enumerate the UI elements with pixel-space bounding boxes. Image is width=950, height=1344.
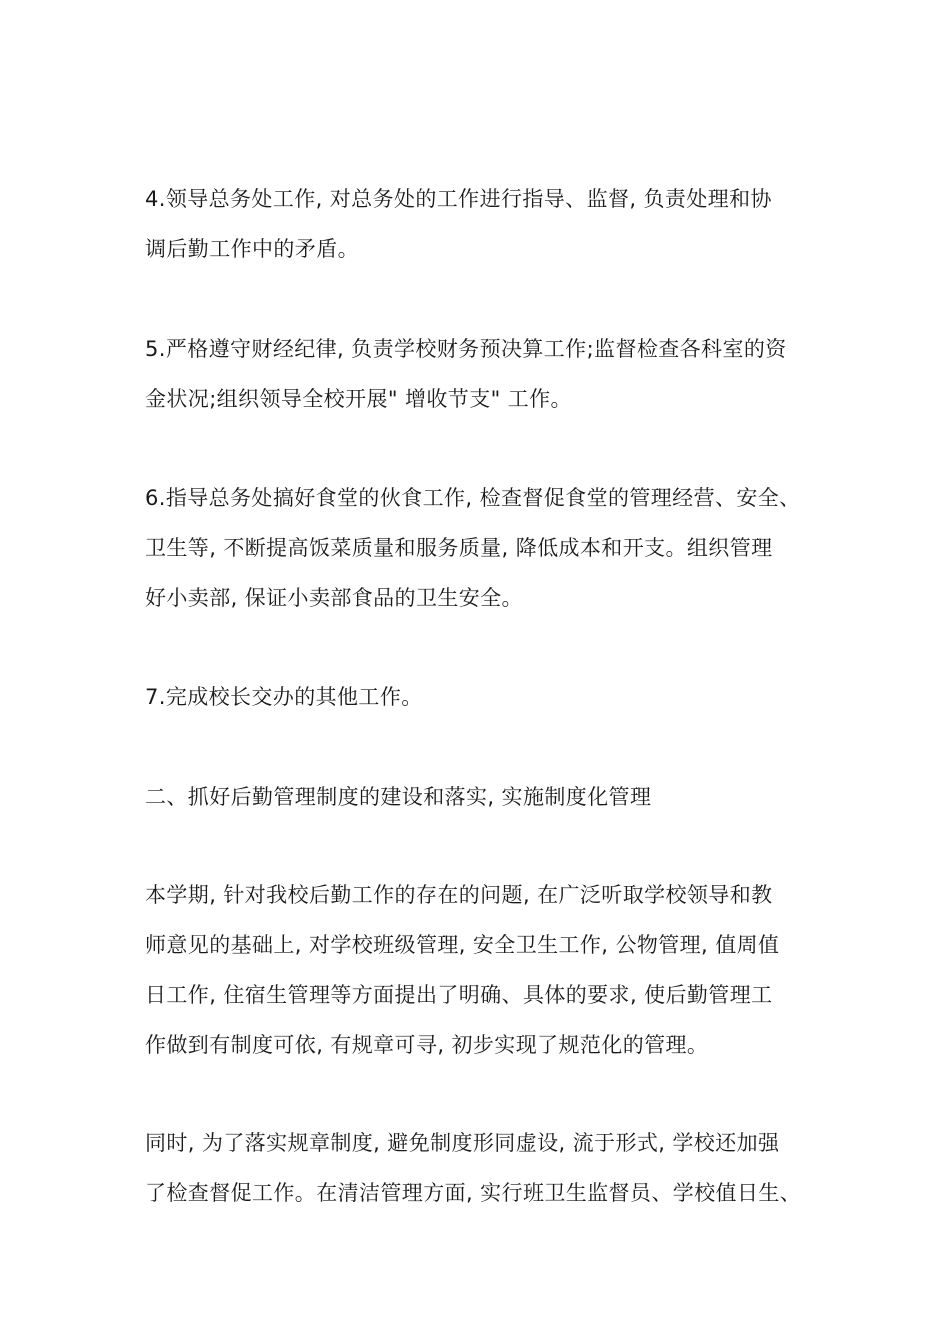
paragraph-item-4 [145, 174, 835, 274]
paragraph-item-5 [145, 324, 835, 424]
text-line: 7.完成校长交办的其他工作。 [145, 685, 423, 709]
section-heading-text: 二、抓好后勤管理制度的建设和落实, 实施制度化管理 [145, 785, 652, 809]
paragraph-item-6 [145, 473, 835, 623]
text-line: 卫生等, 不断提高饭菜质量和服务质量, 降低成本和开支。组织管理 [145, 536, 773, 560]
body-paragraph [145, 1118, 835, 1218]
text-line: 好小卖部, 保证小卖部食品的卫生安全。 [145, 586, 523, 610]
paragraph-item-7 [145, 672, 835, 722]
text-line: 5.严格遵守财经纪律, 负责学校财务预决算工作;监督检查各科室的资 [145, 337, 787, 361]
text-line: 日工作, 住宿生管理等方面提出了明确、具体的要求, 使后勤管理工 [145, 983, 773, 1007]
text-line: 4.领导总务处工作, 对总务处的工作进行指导、监督, 负责处理和协 [145, 187, 772, 211]
text-line: 同时, 为了落实规章制度, 避免制度形同虚设, 流于形式, 学校还加强 [145, 1131, 780, 1155]
text-line: 6.指导总务处搞好食堂的伙食工作, 检查督促食堂的管理经营、安全、 [145, 486, 801, 510]
text-line: 金状况;组织领导全校开展" 增收节支" 工作。 [145, 387, 572, 411]
text-line: 师意见的基础上, 对学校班级管理, 安全卫生工作, 公物管理, 值周值 [145, 933, 780, 957]
text-line: 本学期, 针对我校后勤工作的存在的问题, 在广泛听取学校领导和教 [145, 883, 773, 907]
section-heading [145, 772, 835, 822]
body-paragraph [145, 870, 835, 1070]
text-line: 作做到有制度可依, 有规章可寻, 初步实现了规范化的管理。 [145, 1033, 709, 1057]
text-line: 调后勤工作中的矛盾。 [145, 237, 359, 261]
text-line: 了检查督促工作。在清洁管理方面, 实行班卫生监督员、学校值日生、 [145, 1181, 802, 1205]
